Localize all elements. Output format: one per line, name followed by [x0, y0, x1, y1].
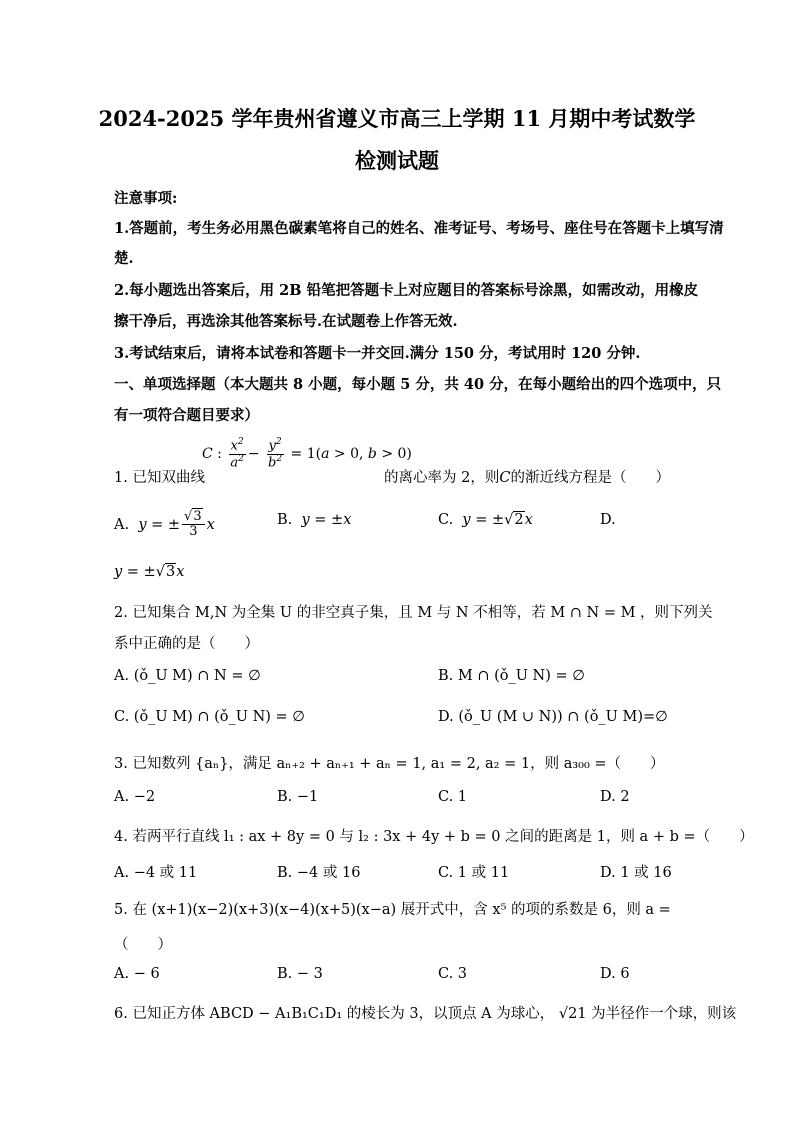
q3-option-b: B. −1 — [277, 789, 319, 805]
q1-option-b: B. y = ±x — [277, 512, 352, 528]
q1-option-c-label: C. — [438, 512, 454, 528]
q5-stem-b: （ ） — [114, 937, 172, 953]
q2-option-b: B. M ∩ (ǒ_U N) = ∅ — [438, 668, 585, 684]
q2-stem-b: 系中正确的是（ ） — [114, 636, 259, 652]
q5-option-d: D. 6 — [600, 966, 630, 982]
q4-option-a: A. −4 或 11 — [114, 865, 198, 881]
exam-title-line2: 检测试题 — [355, 148, 439, 173]
q1-suffix-b: 的渐近线方程是（ ） — [510, 470, 670, 486]
q5-option-a: A. − 6 — [114, 966, 160, 982]
q3-stem: 3. 已知数列 {aₙ}，满足 aₙ₊₂ + aₙ₊₁ + aₙ = 1, a₁ = 2, a₂ = 1，则 a₃₀₀ =（ ） — [114, 756, 665, 772]
notice-item-1a: 1.答题前，考生务必用黑色碳素笔将自己的姓名、准考证号、考场号、座住号在答题卡上填写清 — [114, 220, 724, 237]
notice-item-1b: 楚. — [114, 250, 134, 267]
notice-item-2b: 擦干净后，再选涂其他答案标号.在试题卷上作答无效. — [114, 313, 458, 330]
section-heading-b: 有一项符合题目要求） — [114, 407, 259, 424]
notice-item-3: 3.考试结束后，请将本试卷和答题卡一并交回.满分 150 分，考试用时 120 分钟. — [114, 345, 641, 362]
q3-option-d: D. 2 — [600, 789, 630, 805]
q4-option-c: C. 1 或 11 — [438, 865, 510, 881]
q1-prefix: 1. 已知双曲线 — [114, 470, 205, 486]
notice-item-2a: 2.每小题选出答案后，用 2B 铅笔把答题卡上对应题目的答案标号涂黑，如需改动，用橡皮 — [114, 282, 699, 299]
q1-condition-formula: C : $\frac{x^2}{a^2}$ − $\frac{y^2}{b^2}$ = 1(a > 0, b > 0) — [202, 437, 412, 470]
q3-option-a: A. −2 — [114, 789, 156, 805]
q1-option-a-label: A. — [114, 516, 130, 533]
q2-stem-a: 2. 已知集合 M,N 为全集 U 的非空真子集，且 M 与 N 不相等，若 M ∩ N = M ，则下列关 — [114, 605, 713, 621]
q4-stem: 4. 若两平行直线 l₁ : ax + 8y = 0 与 l₂ : 3x + 4y + b = 0 之间的距离是 1，则 a + b =（ ） — [114, 829, 754, 845]
q2-option-d: D. (ǒ_U (M ∪ N)) ∩ (ǒ_U M)=∅ — [438, 709, 668, 725]
q6-stem: 6. 已知正方体 ABCD − A₁B₁C₁D₁ 的棱长为 3，以顶点 A 为球心， √21 为半径作一个球，则该 — [114, 1006, 737, 1022]
q2-option-a: A. (ǒ_U M) ∩ N = ∅ — [114, 668, 261, 684]
q5-option-b: B. − 3 — [277, 966, 323, 982]
q1-option-d: y = ±√3x — [114, 564, 185, 580]
section-heading-a: 一、单项选择题（本大题共 8 小题，每小题 5 分，共 40 分，在每小题给出的四个选项中，只 — [114, 376, 722, 393]
q1-option-c: C. y = ±√2x — [438, 512, 533, 528]
q4-option-b: B. −4 或 16 — [277, 865, 361, 881]
q5-stem-a: 5. 在 (x+1)(x−2)(x+3)(x−4)(x+5)(x−a) 展开式中，含 x⁵ 的项的系数是 6，则 a = — [114, 902, 671, 918]
q1-suffix-c: C — [499, 470, 511, 486]
q1-suffix-a: 的离心率为 2，则 — [384, 470, 500, 486]
q3-option-c: C. 1 — [438, 789, 468, 805]
q4-option-d: D. 1 或 16 — [600, 865, 672, 881]
q1-suffix — [384, 466, 670, 487]
q2-option-c: C. (ǒ_U M) ∩ (ǒ_U N) = ∅ — [114, 709, 305, 725]
exam-title-line1: 2024-2025 学年贵州省遵义市高三上学期 11 月期中考试数学 — [98, 106, 696, 131]
q1-option-a: A. y = ± $\frac{√3}{3}$ x — [114, 509, 215, 540]
q1-option-d-label: D. — [600, 512, 616, 528]
notice-heading: 注意事项: — [114, 190, 178, 207]
q1-option-b-label: B. — [277, 512, 293, 528]
q5-option-c: C. 3 — [438, 966, 468, 982]
